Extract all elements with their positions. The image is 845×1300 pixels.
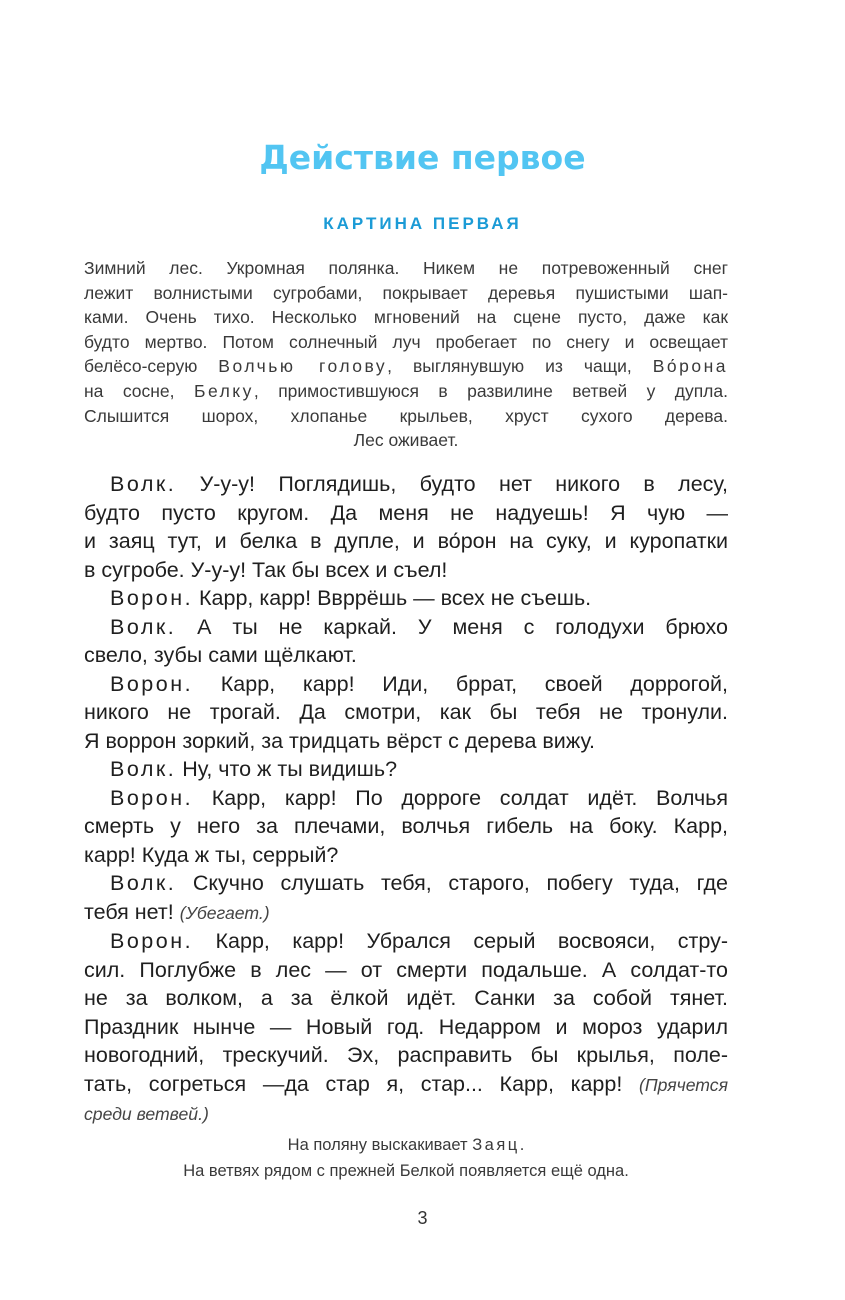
text-line	[84, 556, 728, 585]
text-segment: Я воррон зоркий, за тридцать вёрст с дерева вижу.	[84, 728, 596, 753]
text-segment: не за волком, а за ёлкой идёт. Санки за собой тянет.	[84, 986, 728, 1010]
text-segment: Карр, карр! Убрался серый восвояси, стру-	[193, 929, 728, 953]
text-segment: и заяц тут, и белка в дупле, и во́рон на суку, и куропатки	[84, 529, 728, 553]
character-name: Заяц	[472, 1136, 520, 1154]
act-title: Действие первое	[259, 138, 586, 177]
text-segment: смерть у него за плечами, волчья гибель на боку. Карр,	[84, 814, 728, 838]
character-name: Белку	[193, 380, 254, 401]
text-segment: Праздник нынче — Новый год. Недарром и мороз ударил	[84, 1014, 728, 1039]
text-segment: сил. Поглубже в лес — от смерти подальше. А солдат-то	[84, 957, 728, 982]
text-segment: У-у-у! Поглядишь, будто нет никого в лесу,	[176, 472, 728, 496]
text-segment: новогодний, трескучий. Эх, расправить бы крылья, поле-	[84, 1043, 728, 1067]
text-line	[84, 641, 728, 670]
character-name: Ворон.	[110, 671, 194, 696]
character-name: Волк.	[110, 871, 177, 895]
text-segment: Карр, карр! По дорроге солдат идёт. Волчья	[193, 785, 728, 810]
character-name: Волчью голову	[218, 356, 388, 377]
text-segment: Ну, что ж ты видишь?	[176, 757, 398, 781]
text-line	[84, 898, 728, 928]
stage-direction-end	[84, 1132, 728, 1184]
text-line	[84, 784, 728, 813]
text-segment: На ветвях рядом с прежней Белкой появляется ещё одна.	[183, 1162, 629, 1180]
character-name: Во́рона	[652, 356, 729, 377]
text-line	[84, 527, 728, 556]
text-line	[84, 470, 728, 499]
text-segment: Карр, карр! Иди, бррат, своей доррогой,	[193, 671, 728, 696]
stage-direction-intro	[84, 256, 728, 453]
text-line	[84, 499, 728, 528]
text-segment: белёсо-серую	[84, 356, 219, 377]
text-line	[84, 670, 728, 699]
text-line	[84, 379, 728, 404]
text-segment: Карр, карр! Ввррёшь — всех не съешь.	[193, 586, 592, 610]
text-line	[84, 956, 728, 985]
text-line	[84, 698, 728, 727]
character-name: Волк.	[110, 757, 177, 781]
character-name: Ворон.	[110, 586, 194, 610]
text-line	[84, 984, 728, 1013]
character-name: Волк.	[110, 614, 177, 639]
stage-remark: среди ветвей.)	[84, 1104, 209, 1124]
text-line	[84, 305, 728, 330]
character-name: Ворон.	[110, 785, 194, 810]
text-line	[84, 281, 728, 306]
text-segment: лежит волнистыми сугробами, покрывает деревья пушистыми шап-	[84, 282, 728, 303]
text-line	[84, 1013, 728, 1042]
text-segment: никого не трогай. Да смотри, как бы тебя не тронули.	[84, 700, 728, 724]
stage-remark: (Убегает.)	[179, 902, 270, 923]
scene-title: КАРТИНА ПЕРВАЯ	[323, 214, 522, 233]
text-line	[84, 354, 728, 379]
character-name: Ворон.	[110, 929, 194, 953]
text-segment: тебя нет!	[84, 899, 180, 924]
text-segment: Скучно слушать тебя, старого, побегу туда, где	[176, 871, 728, 895]
text-line	[84, 1070, 728, 1100]
text-line	[84, 404, 728, 429]
text-segment: Лес оживает.	[353, 430, 459, 451]
text-segment: карр! Куда ж ты, серрый?	[84, 842, 339, 867]
text-segment: ками. Очень тихо. Несколько мгновений на сцене пусто, даже как	[84, 307, 728, 328]
text-line	[84, 841, 728, 870]
text-line	[84, 812, 728, 841]
text-line	[84, 1132, 728, 1158]
text-line	[84, 727, 728, 756]
text-line	[84, 330, 728, 355]
text-segment: А ты не каркай. У меня с голодухи брюхо	[176, 614, 728, 639]
page-number: 3	[417, 1208, 428, 1228]
text-segment: тать, согреться —да стар я, стар... Карр, карр!	[84, 1071, 639, 1096]
text-line	[84, 927, 728, 956]
text-line	[84, 1158, 728, 1184]
text-segment: На поляну выскакивает	[287, 1136, 473, 1154]
dialogue	[84, 470, 728, 1129]
character-name: Волк.	[110, 472, 177, 496]
text-segment: .	[519, 1136, 525, 1154]
text-line	[84, 1041, 728, 1070]
text-segment: Зимний лес. Укромная полянка. Никем не потревоженный снег	[84, 258, 728, 278]
text-segment: будто мертво. Потом солнечный луч пробегает по снегу и освещает	[84, 331, 728, 352]
text-line	[84, 256, 728, 281]
text-line	[84, 613, 728, 642]
text-segment: свело, зубы сами щёлкают.	[84, 643, 357, 667]
text-line	[84, 428, 728, 453]
text-segment: , примостившуюся в развилине ветвей у дупла.	[253, 380, 728, 401]
text-line	[84, 1099, 728, 1129]
text-line	[84, 584, 728, 613]
text-segment: , выглянувшую из чащи,	[387, 356, 653, 377]
text-segment: будто пусто кругом. Да меня не надуешь! Я чую —	[84, 500, 728, 525]
text-line	[84, 869, 728, 898]
text-segment: Слышится шорох, хлопанье крыльев, хруст сухого дерева.	[84, 405, 728, 426]
text-line	[84, 755, 728, 784]
text-segment: в сугробе. У-у-у! Так бы всех и съел!	[84, 557, 448, 582]
stage-remark: (Прячется	[638, 1074, 728, 1095]
text-segment: на сосне,	[84, 380, 194, 401]
